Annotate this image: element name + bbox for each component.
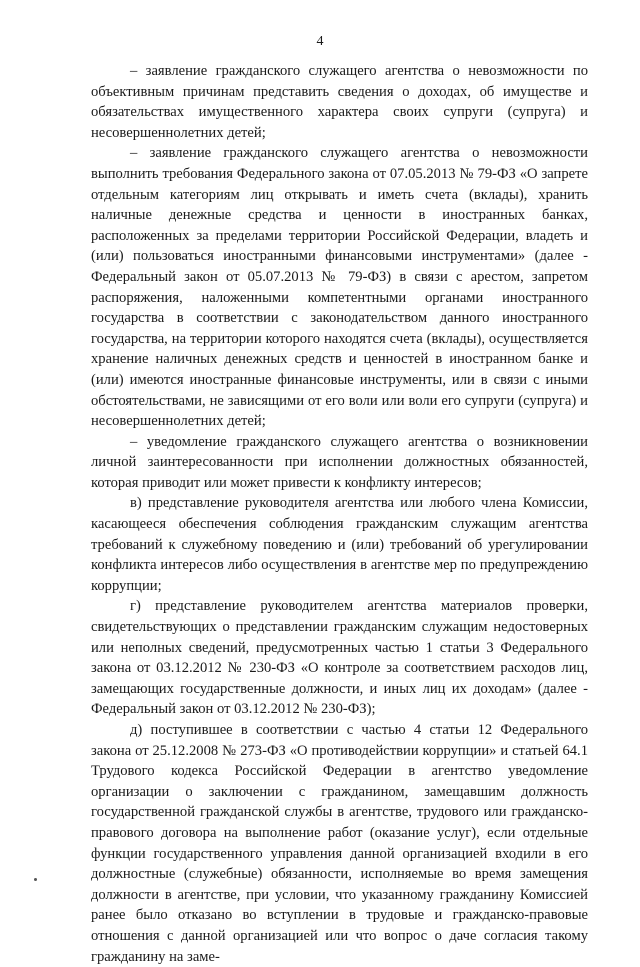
document-body [91, 61, 588, 967]
page-number: 4 [316, 34, 324, 49]
paragraph-dash-1: – заявление гражданского служащего агентства о невозможности по объективным причинам представить сведения о доходах, об имуществе и обязательствах имущественного характера своих супруги (супруга) и несовершеннолетних детей; [91, 63, 588, 141]
paragraph-item-d: д) поступившее в соответствии с частью 4 статьи 12 Федерального закона от 25.12.2008 № 273-ФЗ «О противодействии коррупции» и статьей 64.1 Трудового кодекса Российской Федерации в агентство уведомление организации о заключении с гражданином, замещавшим должность государственной гражданской службы в агентстве, трудового или гражданско-правового договора на выполнение работ (оказание услуг), если отдельные функции государственного управления данной организацией входили в его должностные (служебные) обязанности, исполняемые во время замещения должности в агентстве, при условии, что указанному гражданину Комиссией ранее было отказано во вступлении в трудовые и гражданско-правовые отношения с данной организацией или что вопрос о даче согласия такому гражданину на заме- [91, 722, 588, 965]
paragraph-item-g: г) представление руководителем агентства материалов проверки, свидетельствующих о представлении гражданским служащим недостоверных или неполных сведений, предусмотренных частью 1 статьи 3 Федерального закона от 03.12.2012 № 230-ФЗ «О контроле за соответствием расходов лиц, замещающих государственные должности, и иных лиц их доходам» (далее - Федеральный закон от 03.12.2012 № 230-ФЗ); [91, 598, 588, 718]
paragraph-item-v: в) представление руководителя агентства или любого члена Комиссии, касающееся обеспечения соблюдения гражданским служащим агентства требований к служебному поведению и (или) требований об урегулировании конфликта интересов либо осуществления в агентстве мер по предупреждению коррупции; [91, 495, 588, 594]
paragraph-dash-3: – уведомление гражданского служащего агентства о возникновении личной заинтересованности при исполнении должностных обязанностей, которая приводит или может привести к конфликту интересов; [91, 433, 588, 491]
paragraph-dash-2: – заявление гражданского служащего агентства о невозможности выполнить требования Федерального закона от 07.05.2013 № 79-ФЗ «О запрете отдельным категориям лиц открывать и иметь счета (вклады), хранить наличные денежные средства и ценности в иностранных банках, расположенных за пределами территории Российской Федерации, владеть и (или) пользоваться иностранными финансовыми инструментами» (далее - Федеральный закон от 05.07.2013 № 79-ФЗ) в связи с арестом, запретом распоряжения, наложенными компетентными органами иностранного государства в соответствии с законодательством данного иностранного государства, на территории которого находятся счета (вклады), осуществляется хранение наличных денежных средств и ценностей в иностранном банке и (или) имеются иностранные финансовые инструменты, или в связи с иными обстоятельствами, не зависящими от его воли или воли его супруги (супруга) и несовершеннолетних детей; [91, 145, 588, 430]
scan-speck [34, 878, 37, 881]
